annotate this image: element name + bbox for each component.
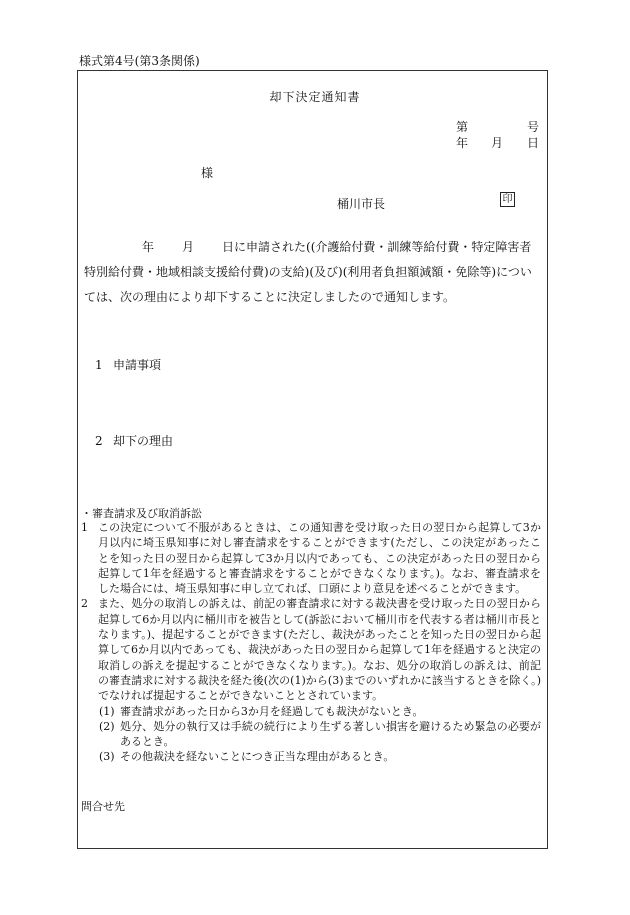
date-day: 日 bbox=[527, 136, 540, 150]
date-month: 月 bbox=[491, 136, 504, 150]
notice-body bbox=[84, 235, 539, 310]
section-number: 1 bbox=[95, 358, 103, 372]
item-number: 1 bbox=[81, 521, 88, 534]
appeal-item bbox=[81, 520, 541, 596]
section-number: 2 bbox=[95, 434, 103, 448]
body-text: 日に申請された((介護給付費・訓練等給付費・特定障害者特別給付費・地域相談支援給付費)の支給)(及び)(利用者負担額減額・免除等)については、次の理由により却下することに決定しましたので通知します。 bbox=[84, 240, 532, 304]
subitem-text: 審査請求があった日から3か月を経過しても裁決がないとき。 bbox=[120, 704, 424, 718]
issuer-name: 桶川市長 bbox=[337, 197, 386, 211]
subitem-number: (1) bbox=[99, 704, 115, 718]
item-text: また、処分の取消しの訴えは、前記の審査請求に対する裁決書を受け取った日の翌日から起算して6か月以内に桶川市を被告として(訴訟において桶川市を代表する者は桶川市長となります。)、提起することができます(ただし、裁決があったことを知った日の翌日から起算して6か月以内であっても、裁決があった日の翌日から起算して1年を経過すると決定の取消しの訴えを提起することができなくなります。)。なお、処分の取消しの訴えは、前記の審査請求に対する裁決を経た後(次の(1)から(3)までのいずれかに該当するときを除く。)でなければ提起することができないこととされています。 bbox=[98, 597, 541, 703]
item-text: この決定について不服があるときは、この通知書を受け取った日の翌日から起算して3か月以内に埼玉県知事に対し審査請求をすることができます(ただし、この決定があったことを知った日の翌日から起算して3か月以内であっても、この決定があった日の翌日から起算して1年を経過すると審査請求をすることができなくなります。)。なお、審査請求をした場合には、埼玉県知事に申し立てれば、口頭により意見を述べることができます。 bbox=[98, 521, 541, 596]
seal-mark: 印 bbox=[500, 192, 515, 207]
addressee-suffix: 様 bbox=[201, 166, 214, 180]
section-label: 申請事項 bbox=[113, 358, 162, 372]
section-rejection-reason bbox=[95, 432, 173, 449]
contact-label: 問合せ先 bbox=[81, 800, 125, 813]
subitem-number: (2) bbox=[99, 719, 115, 733]
body-month: 月 bbox=[182, 240, 195, 254]
subitem-number: (3) bbox=[99, 750, 115, 764]
appeal-heading: ・審査請求及び取消訴訟 bbox=[81, 507, 202, 520]
appeal-item bbox=[81, 596, 541, 703]
body-year: 年 bbox=[142, 240, 155, 254]
subitem-text: 処分、処分の執行又は手続の続行により生ずる著しい損害を避けるため緊急の必要があるとき。 bbox=[120, 719, 541, 749]
subitem-text: その他裁決を経ないことにつき正当な理由があるとき。 bbox=[120, 750, 395, 764]
document-title: 却下決定通知書 bbox=[269, 90, 361, 104]
form-code: 様式第4号(第3条関係) bbox=[79, 54, 200, 68]
appeal-subitem bbox=[81, 719, 541, 750]
section-application-items bbox=[95, 356, 161, 373]
appeal-subitem bbox=[81, 749, 541, 764]
section-label: 却下の理由 bbox=[113, 434, 174, 448]
date-year: 年 bbox=[456, 136, 469, 150]
appeal-notice bbox=[81, 520, 541, 765]
appeal-subitem bbox=[81, 704, 541, 719]
number-dai: 第 bbox=[456, 120, 469, 134]
item-number: 2 bbox=[81, 597, 88, 611]
number-go: 号 bbox=[527, 120, 540, 134]
